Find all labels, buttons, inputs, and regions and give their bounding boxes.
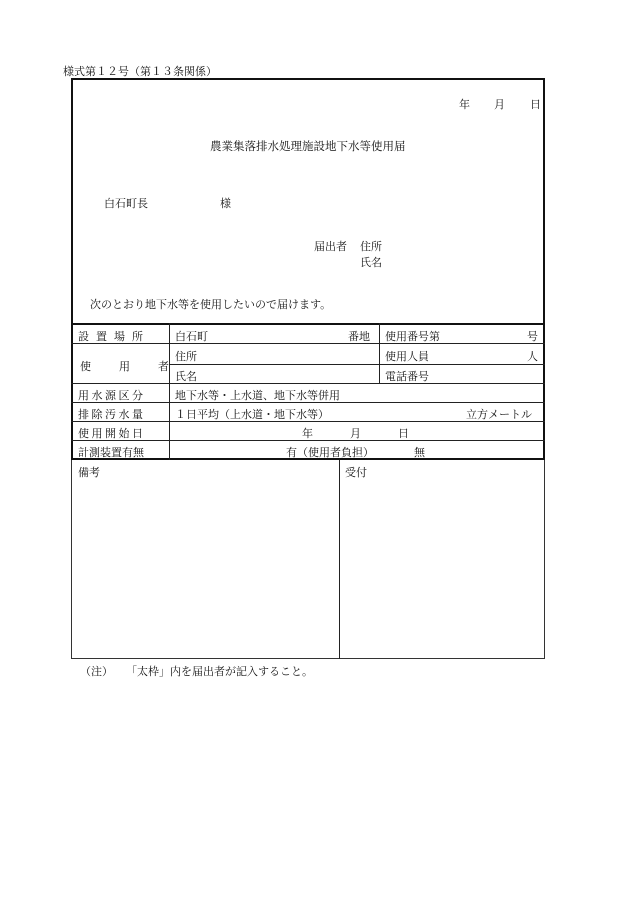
start-date-label: 使用開始日 [78,427,146,440]
applicant-address-label: 住所 [360,240,382,253]
install-lot-label: 番地 [348,330,370,343]
rule-split-col [379,323,380,383]
source-label: 用水源区分 [78,389,146,402]
remarks-divider [339,460,340,659]
meter-label: 計測装置有無 [78,446,144,459]
date-day: 日 [530,98,541,111]
remarks-reception-box [71,460,545,659]
addressee-name: 白石町長 [104,197,148,210]
rule-row3 [71,383,545,384]
user-label: 使用者 [80,360,197,373]
meter-yes: 有（使用者負担） [286,446,374,459]
install-town: 白石町 [175,330,208,343]
install-location-label: 設置場所 [78,330,150,343]
discharge-value: １日平均（上水道・地下水等） [175,408,329,421]
phone-label: 電話番号 [385,370,429,383]
user-name-label: 氏名 [175,370,197,383]
reception-label: 受付 [345,466,367,479]
persons-suffix: 人 [527,350,538,363]
source-value: 地下水等・上水道、地下水等併用 [175,389,340,402]
user-address-label: 住所 [175,350,197,363]
date-month: 月 [494,98,505,111]
discharge-label: 排除汚水量 [78,408,146,421]
discharge-unit: 立方メートル [466,408,532,421]
applicant-name-label: 氏名 [360,256,382,269]
date-year: 年 [459,98,470,111]
usage-no-label: 使用番号第 [385,330,440,343]
applicant-label: 届出者 [314,240,347,253]
form-number: 様式第１２号（第１３条関係） [63,65,217,78]
statement: 次のとおり地下水等を使用したいので届けます。 [90,298,332,311]
addressee-suffix: 様 [220,197,231,210]
rule-label-col [169,323,170,460]
meter-no: 無 [414,446,425,459]
usage-no-suffix: 号 [527,330,538,343]
remarks-label: 備考 [78,466,100,479]
start-month: 月 [350,427,361,440]
start-day: 日 [398,427,409,440]
persons-label: 使用人員 [385,350,429,363]
note-prefix: （注） [80,665,113,678]
document-title: 農業集落排水処理施設地下水等使用届 [210,139,406,153]
rule-user-mid [170,364,545,365]
table-top-rule [71,323,545,325]
note-text: 「太枠」内を届出者が記入すること。 [126,665,313,678]
start-year: 年 [302,427,313,440]
